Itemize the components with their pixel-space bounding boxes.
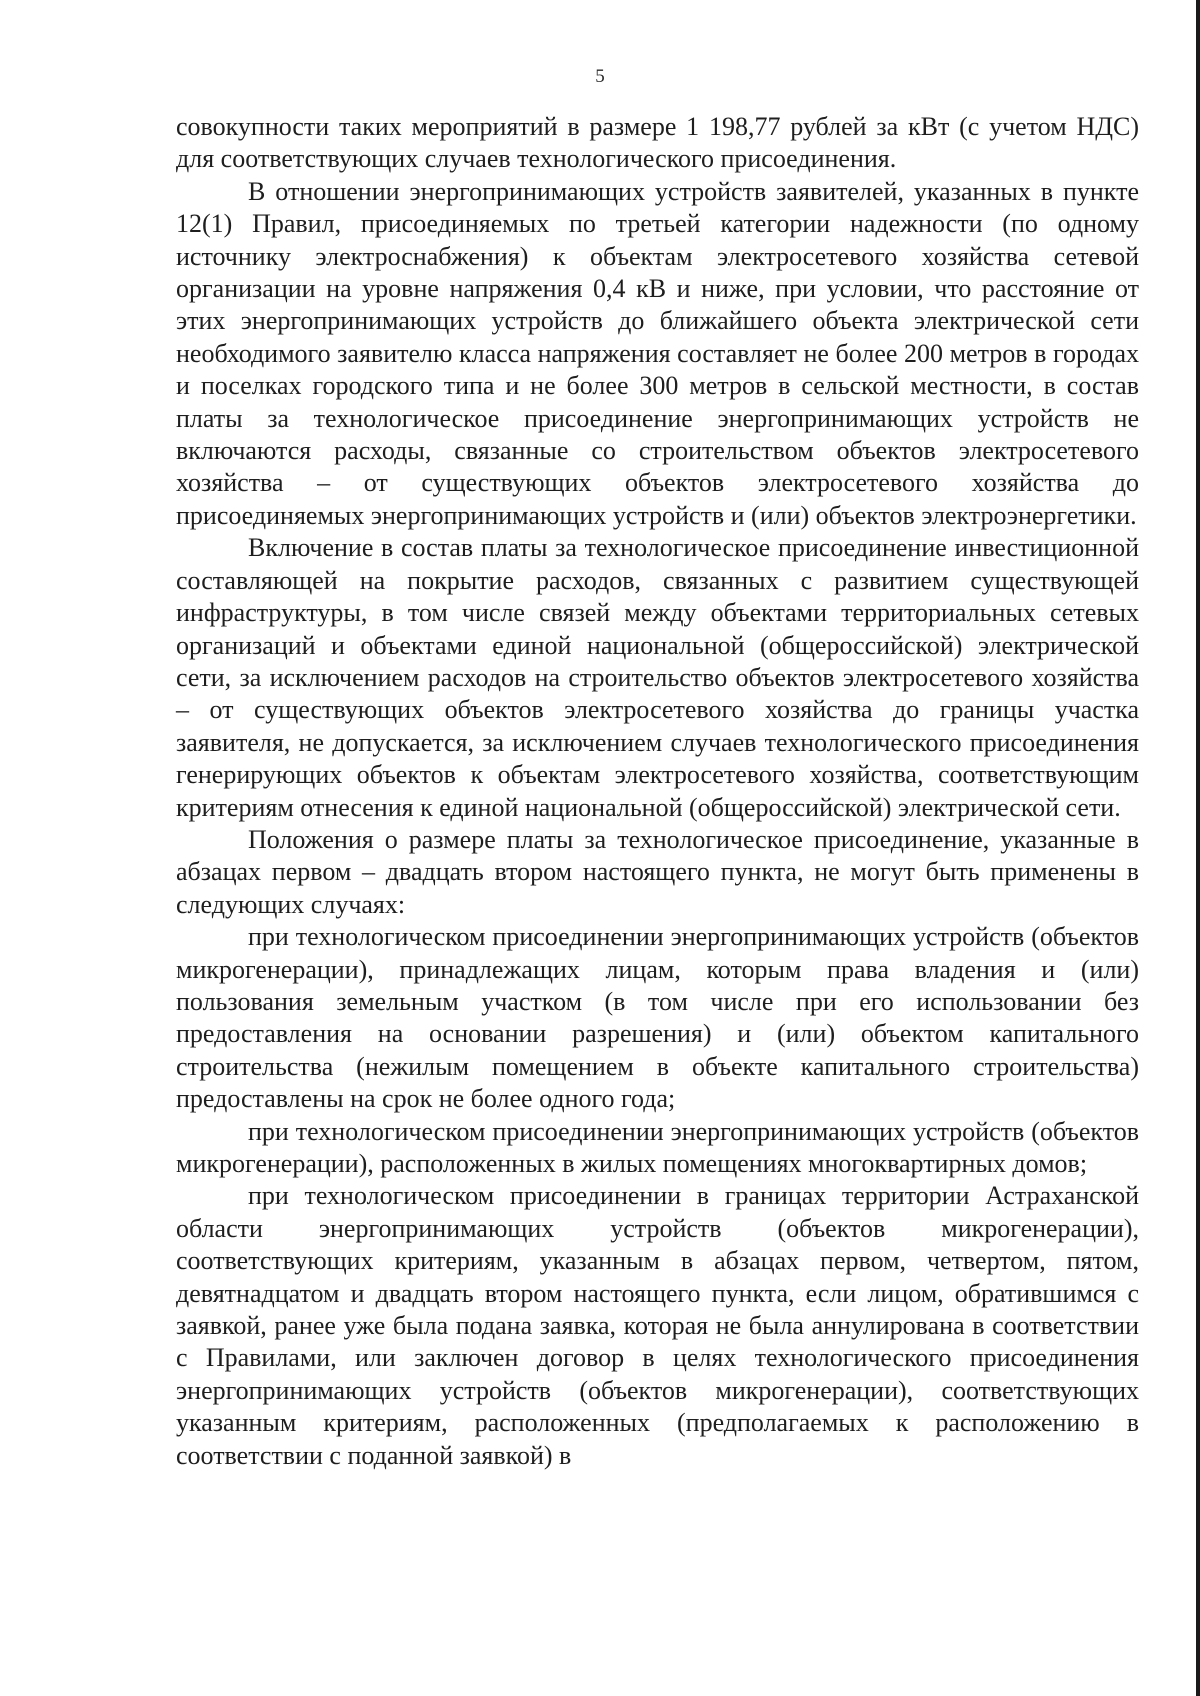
paragraph: при технологическом присоединении энергопринимающих устройств (объектов микрогенерации), расположенных в жилых помещениях многоквартирных домов;: [176, 1116, 1139, 1178]
paragraph-continuation: совокупности таких мероприятий в размере 1 198,77 рублей за кВт (с учетом НДС) для соответствующих случаев технологического присоединения.: [176, 112, 1139, 174]
paragraph: Включение в состав платы за технологическое присоединение инвестиционной составляющей на покрытие расходов, связанных с развитием существующей инфраструктуры, в том числе связей между объектами территориальных сетевых организаций и объектами единой национальной (общероссийской) электрической сети, за исключением расходов на строительство объектов электросетевого хозяйства – от существующих объектов электросетевого хозяйства до границы участка заявителя, не допускается, за исключением случаев технологического присоединения генерирующих объектов к объектам электросетевого хозяйства, соответствующим критериям отнесения к единой национальной (общероссийской) электрической сети.: [176, 533, 1139, 822]
paragraph: Положения о размере платы за технологическое присоединение, указанные в абзацах первом – двадцать втором настоящего пункта, не могут быть применены в следующих случаях:: [176, 824, 1139, 919]
page-number: 5: [595, 66, 605, 87]
paragraph: В отношении энергопринимающих устройств заявителей, указанных в пункте 12(1) Правил, присоединяемых по третьей категории надежности (по одному источнику электроснабжения) к объектам электросетевого хозяйства сетевой организации на уровне напряжения 0,4 кВ и ниже, при условии, что расстояние от этих энергопринимающих устройств до ближайшего объекта электрической сети необходимого заявителю класса напряжения составляет не более 200 метров в городах и поселках городского типа и не более 300 метров в сельской местности, в состав платы за технологическое присоединение энергопринимающих устройств не включаются расходы, связанные со строительством объектов электросетевого хозяйства – от существующих объектов электросетевого хозяйства до присоединяемых энергопринимающих устройств и (или) объектов электроэнергетики.: [176, 176, 1139, 530]
paragraph: при технологическом присоединении энергопринимающих устройств (объектов микрогенерации), принадлежащих лицам, которым права владения и (или) пользования земельным участком (в том числе при его использовании без предоставления на основании разрешения) и (или) объектом капитального строительства (нежилым помещением в объекте капитального строительства) предоставлены на срок не более одного года;: [176, 922, 1139, 1114]
scan-edge-border: [1196, 0, 1200, 1696]
document-body: [176, 111, 1139, 1472]
paragraph: при технологическом присоединении в границах территории Астраханской области энергопринимающих устройств (объектов микрогенерации), соответствующих критериям, указанным в абзацах первом, четвертом, пятом, девятнадцатом и двадцать втором настоящего пункта, если лицом, обратившимся с заявкой, ранее уже была подана заявка, которая не была аннулирована в соответствии с Правилами, или заключен договор в целях технологического присоединения энергопринимающих устройств (объектов микрогенерации), соответствующих указанным критериям, расположенных (предполагаемых к расположению в соответствии с поданной заявкой) в: [176, 1181, 1139, 1470]
